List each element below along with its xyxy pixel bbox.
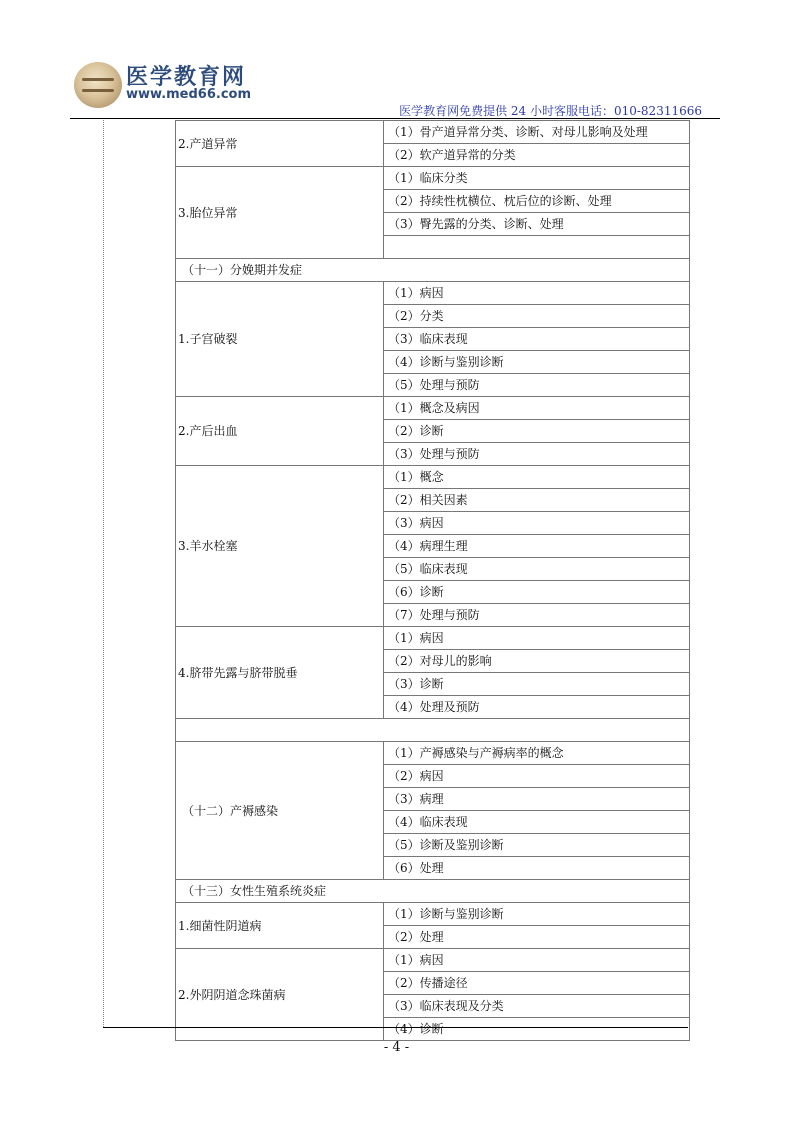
subtopic-cell: （1）骨产道异常分类、诊断、对母儿影响及处理 <box>384 121 690 144</box>
table-row <box>176 742 690 765</box>
subtopic-cell: （3）临床表现 <box>384 328 690 351</box>
topic-cell: （十二）产褥感染 <box>176 742 384 880</box>
subtopic-cell: （5）处理与预防 <box>384 374 690 397</box>
subtopic-cell: （3）臀先露的分类、诊断、处理 <box>384 213 690 236</box>
syllabus-table <box>175 120 690 1041</box>
subtopic-cell: （5）临床表现 <box>384 558 690 581</box>
logo-url: www.med66.com <box>126 87 252 102</box>
table-row <box>176 627 690 650</box>
subtopic-cell: （5）诊断及鉴别诊断 <box>384 834 690 857</box>
table-row <box>176 903 690 926</box>
topic-cell: 2.产后出血 <box>176 397 384 466</box>
subtopic-cell: （6）处理 <box>384 857 690 880</box>
section-heading: （十三）女性生殖系统炎症 <box>176 880 690 903</box>
section-heading-blank <box>176 719 690 742</box>
subtopic-cell: （4）临床表现 <box>384 811 690 834</box>
table-row <box>176 397 690 420</box>
topic-cell: 1.细菌性阴道病 <box>176 903 384 949</box>
table-row <box>176 949 690 972</box>
table-row <box>176 880 690 903</box>
subtopic-cell: （4）病理生理 <box>384 535 690 558</box>
subtopic-cell: （1）诊断与鉴别诊断 <box>384 903 690 926</box>
subtopic-cell: （2）对母儿的影响 <box>384 650 690 673</box>
subtopic-cell: （7）处理与预防 <box>384 604 690 627</box>
subtopic-cell: （2）软产道异常的分类 <box>384 144 690 167</box>
subtopic-cell: （3）临床表现及分类 <box>384 995 690 1018</box>
table-row <box>176 719 690 742</box>
left-margin-line <box>103 120 104 1027</box>
topic-cell: 4.脐带先露与脐带脱垂 <box>176 627 384 719</box>
subtopic-cell: （1）产褥感染与产褥病率的概念 <box>384 742 690 765</box>
subtopic-cell: （1）病因 <box>384 949 690 972</box>
subtopic-cell: （3）病理 <box>384 788 690 811</box>
table-row <box>176 282 690 305</box>
table-row <box>176 259 690 282</box>
subtopic-cell: （4）诊断 <box>384 1018 690 1041</box>
table-row <box>176 466 690 489</box>
subtopic-cell: （2）相关因素 <box>384 489 690 512</box>
subtopic-cell <box>384 236 690 259</box>
subtopic-cell: （4）处理及预防 <box>384 696 690 719</box>
page-number: - 4 - <box>383 1040 410 1055</box>
topic-cell: 2.外阴阴道念珠菌病 <box>176 949 384 1041</box>
subtopic-cell: （2）诊断 <box>384 420 690 443</box>
subtopic-cell: （2）传播途径 <box>384 972 690 995</box>
header-divider <box>70 118 720 119</box>
subtopic-cell: （1）概念及病因 <box>384 397 690 420</box>
service-hotline-note: 医学教育网免费提供 24 小时客服电话：010-82311666 <box>399 104 702 118</box>
section-heading: （十一）分娩期并发症 <box>176 259 690 282</box>
logo-emblem-icon <box>74 62 122 108</box>
logo-text: 医学教育网 <box>126 65 247 90</box>
footer-divider <box>103 1027 688 1028</box>
table-row <box>176 121 690 144</box>
subtopic-cell: （1）临床分类 <box>384 167 690 190</box>
subtopic-cell: （1）概念 <box>384 466 690 489</box>
subtopic-cell: （1）病因 <box>384 627 690 650</box>
site-logo[interactable] <box>74 60 256 108</box>
subtopic-cell: （3）诊断 <box>384 673 690 696</box>
subtopic-cell: （2）持续性枕横位、枕后位的诊断、处理 <box>384 190 690 213</box>
subtopic-cell: （3）处理与预防 <box>384 443 690 466</box>
topic-cell: 3.羊水栓塞 <box>176 466 384 627</box>
table-row <box>176 167 690 190</box>
subtopic-cell: （2）病因 <box>384 765 690 788</box>
topic-cell: 2.产道异常 <box>176 121 384 167</box>
subtopic-cell: （2）处理 <box>384 926 690 949</box>
subtopic-cell: （2）分类 <box>384 305 690 328</box>
subtopic-cell: （4）诊断与鉴别诊断 <box>384 351 690 374</box>
topic-cell: 3.胎位异常 <box>176 167 384 259</box>
subtopic-cell: （6）诊断 <box>384 581 690 604</box>
subtopic-cell: （1）病因 <box>384 282 690 305</box>
topic-cell: 1.子宫破裂 <box>176 282 384 397</box>
subtopic-cell: （3）病因 <box>384 512 690 535</box>
